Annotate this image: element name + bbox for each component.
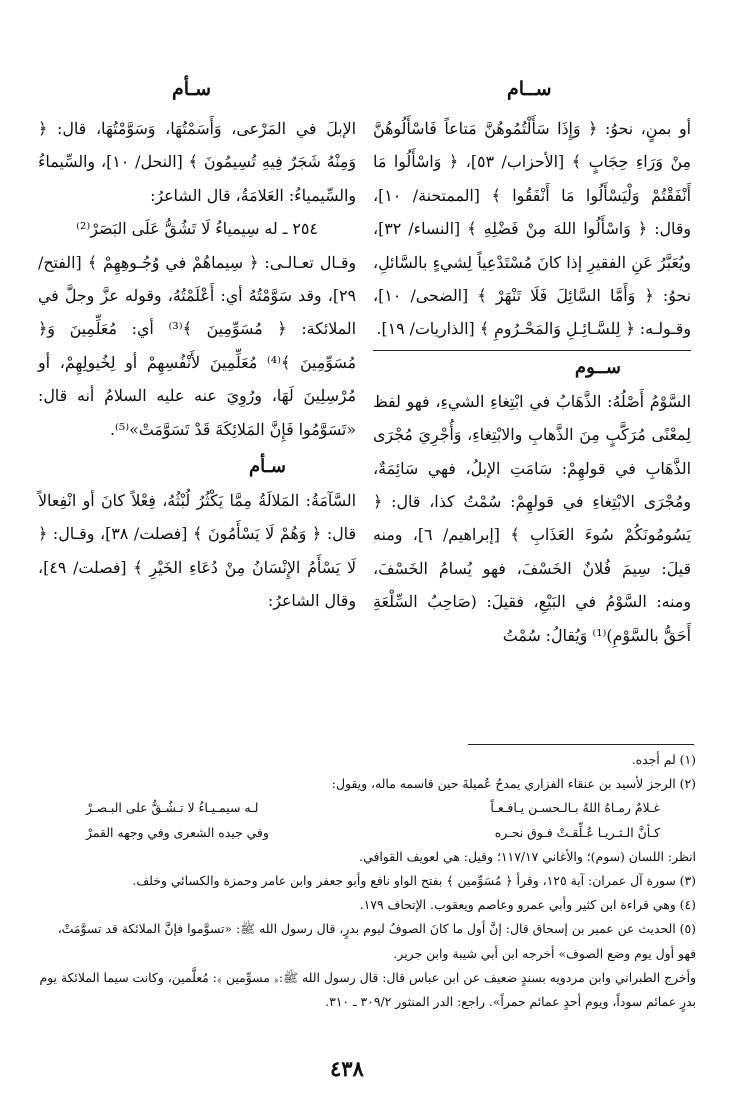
right-column <box>373 112 691 652</box>
verse-hemistich: كـأنَّ الـثـريـا عُـلِّقـتْ فـوق نحـره <box>494 824 660 840</box>
footnote: انظر: اللسان (سوم)؛ والأغاني ١١٧/١٧؛ وقيل: هي لعويف القوافي. <box>359 848 696 864</box>
paragraph: وقـال تعـالـى: ﴿ سِيماهُمْ في وُجُـوهِهِمْ ﴾ [الفتح/ ٢٩]، وقد سَوَّمْتُهُ أي: أَعْلَمْتُهُ، وقوله عزَّ وجلَّ في الملائكة: ﴿ مُسَوِّمِينَ ﴾⁽³⁾ أي: مُعَلِّمِينَ وَ﴿ مُسَوِّمِينَ ﴾⁽⁴⁾ مُعَلِّمِينَ لأَنْفُسِهِمْ أو لِخُيولِهِمْ، أو مُرْسِلِينَ لَهَا، ورُوِيَ عنه عليه السلامُ أنه قال: «تَسَوَّمُوا فَإِنَّ المَلائِكَةَ قَدْ تَسَوَّمَتْ»⁽⁵⁾. <box>38 252 356 439</box>
footnote: (١) لم أجده. <box>631 752 696 767</box>
footnotes <box>38 748 696 1014</box>
footnote-divider <box>468 744 694 745</box>
paragraph: الإبلَ في المَرْعى، وَأَسَمْتُهَا، وَسَوَّمْتُهَا، قال: ﴿ وَمِنْهُ شَجَرٌ فِيهِ تُسِيمُونَ ﴾ [النحل/ ١٠]، والسِّيماءُ والسِّيمياءُ: العَلامَةُ، قال الشاعرُ: <box>38 119 356 205</box>
footnote: (٤) وهي قراءة ابن كثير وأبي عمرو وعاصم ويعقوب. الإتحاف ١٧٩. <box>359 897 696 913</box>
left-column <box>38 112 356 618</box>
verse-hemistich: لـه سيمـيـاءُ لا تـشُـقُّ على البـصـرْ <box>86 800 259 816</box>
entry-paragraph: السَّآمَةُ: المَلالَةُ مِمَّا يَكْثُرُ لُبْثُهُ، فِعْلاً كانَ أو انْفِعالاً قال: ﴿ وَهُمْ لَا يَسْأَمُونَ ﴾ [فصلت/ ٣٨]، وقـال: ﴿ لَا يَسْأَمُ الإِنْسَانُ مِنْ دُعَاءِ الخَيْرِ ﴾ [فصلت/ ٤٩]، وقال الشاعرُ: <box>38 491 357 611</box>
running-head-left: سـأم <box>172 78 212 100</box>
poem-verse: ٢٥٤ ـ له سِيمياءُ لَا تَشُقُّ عَلَى البَصَرْ⁽²⁾ <box>76 219 318 239</box>
entry-title: ســوم <box>373 350 691 385</box>
footnote: (٥) الحديث عن عمير بن إسحاق قال: إنَّ أول ما كانَ الصوفُ ليوم بدرٍ، قال رسول الله ﷺ: «تسوَّموا فإنَّ الملائكة قد تسوَّمَتْ، فهو أول يوم وضع الصوف» أخرجه ابن أبي شيبة وابن جرير. <box>57 921 696 961</box>
footnote: وأخرج الطبراني وابن مردويه بسندٍ ضعيف عن ابن عباس قال: قال رسول الله ﷺ:﴿ مسوِّمين ﴾: مُعلَّمين، وكانت سيما الملائكة يوم بدرٍ عمائم سوداً، ويوم أحدٍ عمائم حمراً». راجع: الدر المنثور ٣٠٩/٢ ـ ٣١٠. <box>39 969 696 1010</box>
entry-paragraph: السَّوْمُ أَصْلُهُ: الذَّهَابُ في ابْتِغاءِ الشيءِ، فهو لفظ لِمعْنًى مُرَكَّبٍ مِنَ الذَّهابِ والابْتِغاءِ، وَأُجْرِيَ مُجْرَى الذَّهَابِ في قولهِمْ: سَامَتِ الإبلُ، فهي سَائِمَةٌ، ومُجْرَى الابْتِغاءِ في قولهِمْ: سُمْتُ كذا، قال: ﴿ يَسُومُونَكُمْ سُوءَ العَذَابِ ﴾ [إبراهيم/ ٦]، ومنه قيلَ: سِيمَ فُلانٌ الخَسْفَ، فهو يُسامُ الخَسْفَ، ومنه: السَّوْمُ في البَيْعِ، فقيلَ: (صَاحِبُ السِّلْعَةِ أَحَقُّ بالسَّوْمِ)⁽¹⁾ وَيُقالُ: سُمْتُ <box>373 391 691 645</box>
footnote-verse <box>38 821 696 845</box>
entry-title: سـأم <box>249 456 286 478</box>
running-head-right: ســام <box>507 78 552 100</box>
footnote: (٣) سورة آل عمران: آية ١٢٥، وقرأ ﴿ مُسَوِّمين ﴾ بفتح الواو نافع وأبو جعفر وابن عامر وحمزة والكسائي وخلف. <box>132 873 696 889</box>
footnote-verse <box>38 796 696 820</box>
verse-hemistich: وفي جيده الشعرى وفي وجهه القمرْ <box>86 824 269 840</box>
verse-hemistich: غـلامٌ رمـاهُ اللهُ بـالـحسـن يـافـعـاً <box>490 800 660 816</box>
footnote: (٢) الرجز لأسيد بن عنقاء الفزاري يمدحُ عُميلةَ حين قاسمه ماله، ويقول: <box>331 776 696 792</box>
paragraph: أو بمنٍ، نحوُ: ﴿ وَإِذَا سَأَلْتُمُوهُنَّ مَتاعاً فَاسْأَلُوهُنَّ مِنْ وَرَاءِ حِجَابٍ ﴾ [الأحزاب/ ٥٣]، ﴿ وَاسْأَلُوا مَا أَنْفَقْتُمْ وَلْيَسْأَلُوا مَا أَنْفَقُوا ﴾ [الممتحنة/ ١٠]، وقال: ﴿ وَاسْأَلُوا اللهَ مِنْ فَضْلِهِ ﴾ [النساء/ ٣٢]، ويُعَبَّرُ عَنِ الفقيرِ إذا كانَ مُسْتَدْعِياً لِشيءٍ بالسَّائلِ، نحوُ: ﴿ وَأَمَّا السَّائِلَ فَلَا تَنْهَرْ ﴾ [الضحى/ ١٠]، وقـولـه: ﴿ لِلسَّـائِـلِ وَالمَحْـرُومِ ﴾ [الذاريات/ ١٩]. <box>373 119 691 339</box>
page-number: ٤٣٨ <box>330 1056 364 1081</box>
